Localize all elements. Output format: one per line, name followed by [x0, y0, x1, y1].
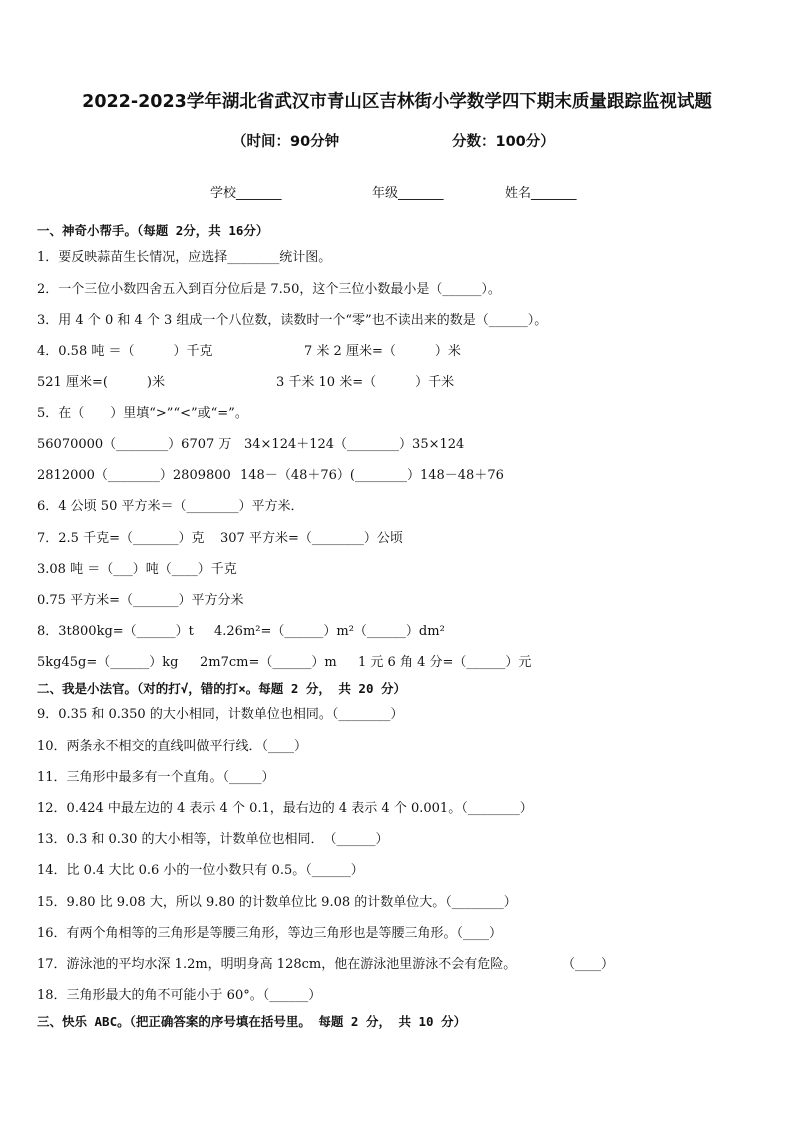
question-6: 6．4 公顷 50 平方米＝（________）平方米．	[37, 499, 304, 514]
question-8d: 2m7cm=（______）m	[200, 655, 337, 670]
question-7a: 7．2.5 千克=（_______）克	[37, 531, 205, 546]
question-4a: 4．0.58 吨 ＝（ ）千克	[37, 344, 213, 359]
question-9: 9．0.35 和 0.350 的大小相同，计数单位也相同。（________）	[37, 707, 404, 722]
question-18: 18．三角形最大的角不可能小于 60°。（______）	[37, 988, 322, 1003]
question-8b: 4.26m²=（______）m²（______）dm²	[214, 624, 445, 639]
question-10: 10．两条永不相交的直线叫做平行线．（____）	[37, 739, 308, 754]
question-7c: 3.08 吨 ＝（___）吨（____）千克	[37, 562, 237, 577]
question-7d: 0.75 平方米=（_______）平方分米	[37, 593, 244, 608]
question-15: 15．9.80 比 9.08 大，所以 9.80 的计数单位比 9.08 的计数单位大。（________）	[37, 895, 517, 910]
name-field: 姓名_______	[505, 186, 577, 201]
question-17-answer: （____）	[562, 957, 615, 972]
question-14: 14．比 0.4 大比 0.6 小的一位小数只有 0.5。（______）	[37, 863, 364, 878]
question-16: 16．有两个角相等的三角形是等腰三角形，等边三角形也是等腰三角形。（____）	[37, 926, 503, 941]
question-8c: 5kg45g=（______）kg	[37, 655, 179, 670]
question-5c: 2812000（________）2809800	[37, 468, 231, 483]
question-5: 5．在（ ）里填“>”“<”或“=”。	[37, 406, 248, 421]
question-8a: 8．3t800kg=（______）t	[37, 624, 194, 639]
grade-field: 年级_______	[372, 186, 444, 201]
question-3: 3．用 4 个 0 和 4 个 3 组成一个八位数，读数时一个“零”也不读出来的数是（______）。	[37, 313, 548, 328]
question-5d: 148－（48＋76）(________）148－48＋76	[240, 468, 504, 483]
question-4b: 7 米 2 厘米=（ ）米	[304, 344, 461, 359]
question-13: 13．0.3 和 0.30 的大小相等，计数单位也相同． （______）	[37, 832, 389, 847]
question-11: 11．三角形中最多有一个直角。（_____）	[37, 770, 275, 785]
page-title: 2022-2023学年湖北省武汉市青山区吉林街小学数学四下期末质量跟踪监视试题	[82, 92, 712, 112]
school-field: 学校_______	[210, 186, 282, 201]
question-5b: 34×124＋124（________）35×124	[244, 437, 465, 452]
question-4c: 521 厘米=( )米	[37, 375, 165, 390]
question-8e: 1 元 6 角 4 分=（______）元	[358, 655, 532, 670]
exam-score: 分数：100分）	[452, 134, 555, 150]
question-17: 17．游泳池的平均水深 1.2m，明明身高 128cm，他在游泳池里游泳不会有危险。	[37, 957, 517, 972]
section-2-heading: 二、我是小法官。（对的打√，错的打×。每题 2 分， 共 20 分）	[37, 681, 407, 696]
question-12: 12．0.424 中最左边的 4 表示 4 个 0.1，最右边的 4 表示 4 个 0.001。（________）	[37, 801, 533, 816]
question-1: 1．要反映蒜苗生长情况，应选择________统计图。	[37, 250, 332, 265]
question-2: 2．一个三位小数四舍五入到百分位后是 7.50，这个三位小数最小是（______）。	[37, 282, 501, 297]
section-3-heading: 三、快乐 ABC。（把正确答案的序号填在括号里。 每题 2 分， 共 10 分）	[37, 1014, 467, 1029]
question-7b: 307 平方米=（________）公顷	[220, 531, 403, 546]
exam-time: （时间：90分钟	[232, 134, 340, 150]
question-5a: 56070000（________）6707 万	[37, 437, 232, 452]
section-1-heading: 一、神奇小帮手。（每题 2分，共 16分）	[37, 223, 269, 238]
question-4d: 3 千米 10 米=（ ）千米	[276, 375, 455, 390]
